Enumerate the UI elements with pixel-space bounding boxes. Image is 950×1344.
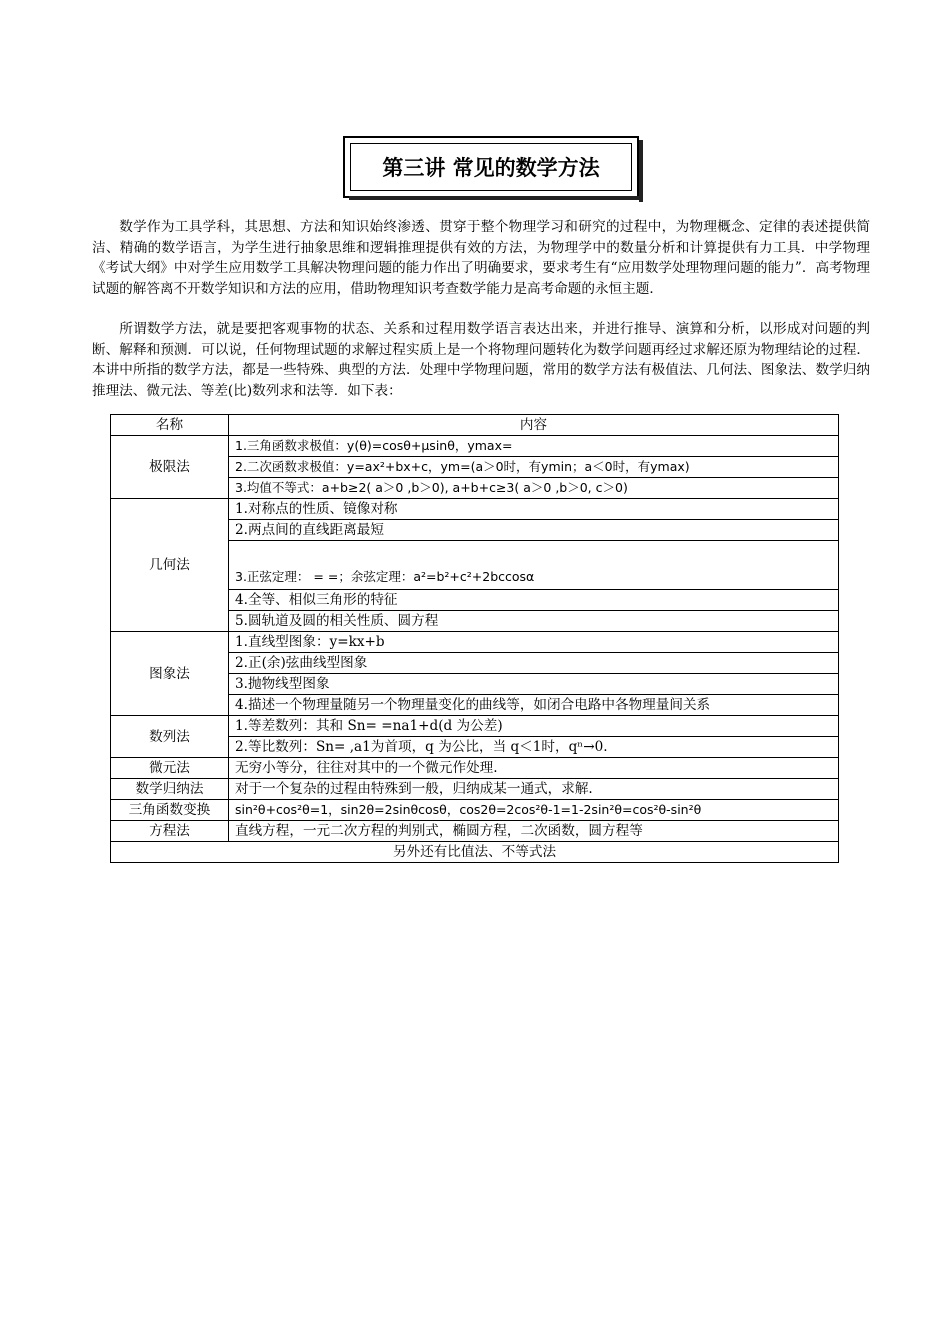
table-row [111,499,839,520]
table-row [111,800,839,821]
graph-row-4: 4.描述一个物理量随另一个物理量变化的曲线等，如闭合电路中各物理量间关系 [229,695,839,716]
micro-content: 无穷小等分，往往对其中的一个微元作处理. [229,758,839,779]
method-name-limit: 极限法 [111,436,229,499]
header-name: 名称 [111,415,229,436]
title-shadow [639,140,643,202]
limit-row-2: 2.二次函数求极值：y=ax²+bx+c，ym=(a＞0时，有ymin；a＜0时，有ymax) [229,457,839,478]
header-content: 内容 [229,415,839,436]
geometry-row-4: 4.全等、相似三角形的特征 [229,590,839,611]
geometry-row-3: 3.正弦定理： = =；余弦定理：a²=b²+c²+2bccosα [229,541,839,590]
graph-row-1: 1.直线型图象：y=kx+b [229,632,839,653]
graph-row-2: 2.正(余)弦曲线型图象 [229,653,839,674]
intro-paragraph-1: 数学作为工具学科，其思想、方法和知识始终渗透、贯穿于整个物理学习和研究的过程中，为物理概念、定律的表述提供简洁、精确的数学语言，为学生进行抽象思维和逻辑推理提供有效的方法，为物理学中的数量分析和计算提供有力工具．中学物理《考试大纲》中对学生应用数学工具解决物理问题的能力作出了明确要求，要求考生有“应用数学处理物理问题的能力”．高考物理试题的解答离不开数学知识和方法的应用，借助物理知识考查数学能力是高考命题的永恒主题． [92,219,870,297]
table-row [111,821,839,842]
graph-row-3: 3.抛物线型图象 [229,674,839,695]
trig-content: sin²θ+cos²θ=1，sin2θ=2sinθcosθ，cos2θ=2cos²θ-1=1-2sin²θ=cos²θ-sin²θ [229,800,839,821]
table-row [111,436,839,457]
methods-table [110,414,839,863]
method-name-equation: 方程法 [111,821,229,842]
method-name-micro: 微元法 [111,758,229,779]
title-box [343,136,639,198]
table-row [111,779,839,800]
geometry-row-5: 5.圆轨道及圆的相关性质、圆方程 [229,611,839,632]
method-name-sequence: 数列法 [111,716,229,758]
page-title: 第三讲 常见的数学方法 [382,156,600,180]
table-footer: 另外还有比值法、不等式法 [111,842,839,863]
table-row [111,632,839,653]
method-name-geometry: 几何法 [111,499,229,632]
induction-content: 对于一个复杂的过程由特殊到一般，归纳成某一通式，求解. [229,779,839,800]
sequence-row-2: 2.等比数列：Sn= ,a1为首项，q 为公比，当 q＜1时，qⁿ→0. [229,737,839,758]
method-name-trig: 三角函数变换 [111,800,229,821]
table-header-row [111,415,839,436]
sequence-row-1: 1.等差数列：其和 Sn= =na1+d(d 为公差) [229,716,839,737]
limit-row-3: 3.均值不等式：a+b≥2( a＞0 ,b＞0), a+b+c≥3( a＞0 ,b＞0, c＞0) [229,478,839,499]
equation-content: 直线方程，一元二次方程的判别式，椭圆方程，二次函数，圆方程等 [229,821,839,842]
intro-paragraph-2: 所谓数学方法，就是要把客观事物的状态、关系和过程用数学语言表达出来，并进行推导、演算和分析，以形成对问题的判断、解释和预测．可以说，任何物理试题的求解过程实质上是一个将物理问题转化为数学问题再经过求解还原为物理结论的过程．本讲中所指的数学方法，都是一些特殊、典型的方法．处理中学物理问题，常用的数学方法有极值法、几何法、图象法、数学归纳推理法、微元法、等差(比)数列求和法等．如下表： [92,321,870,399]
table-row [111,716,839,737]
limit-row-1: 1.三角函数求极值：y(θ)=cosθ+μsinθ，ymax= [229,436,839,457]
geometry-row-2: 2.两点间的直线距离最短 [229,520,839,541]
geometry-row-1: 1.对称点的性质、镜像对称 [229,499,839,520]
method-name-graph: 图象法 [111,632,229,716]
table-footer-row [111,842,839,863]
table-row [111,758,839,779]
method-name-induction: 数学归纳法 [111,779,229,800]
